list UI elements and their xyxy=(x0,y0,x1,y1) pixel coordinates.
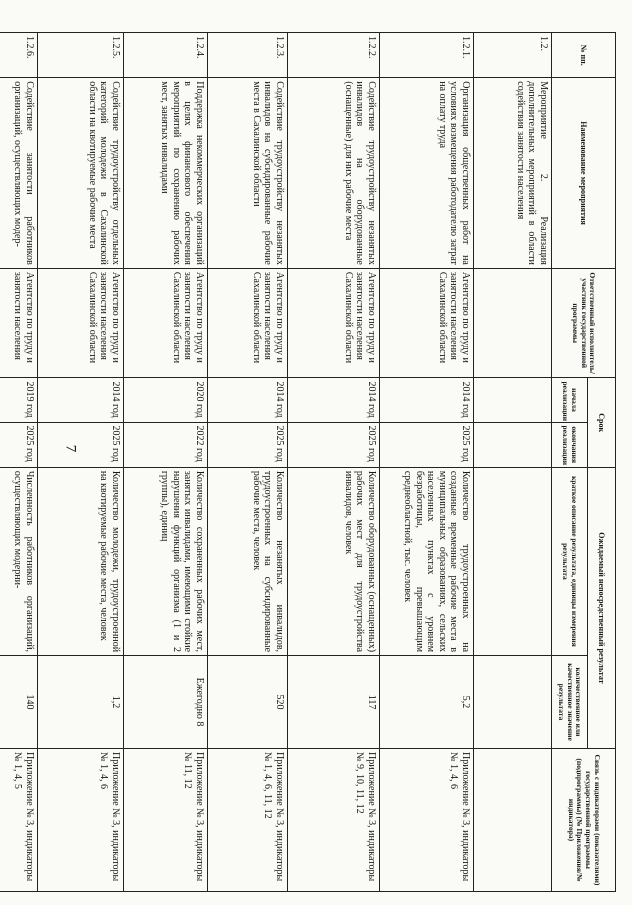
row-end: 2022 год xyxy=(124,422,208,467)
header-result-value: количественное или качественное значение результата xyxy=(552,656,588,749)
row-indicator-link: Приложение № 3, индикаторы № 9, 10, 11, 12 xyxy=(288,748,380,891)
row-start: 2014 год xyxy=(38,378,124,422)
row-end: 2025 год xyxy=(288,422,380,467)
row-result-value xyxy=(474,656,552,749)
row-result-desc xyxy=(474,467,552,655)
row-result-desc: Количество сохраненных рабочих мест, занятых инвалидами, имеющими стойкие нарушения функций организма (1 и 2 группы), единиц xyxy=(124,467,208,655)
row-num: 1.2.2. xyxy=(288,33,380,78)
row-indicator-link: Приложение № 3, индикаторы № 1, 4, 6 xyxy=(380,748,474,891)
row-num: 1.2.6. xyxy=(0,33,38,78)
row-start: 2014 год xyxy=(288,378,380,422)
row-num: 1.2.1. xyxy=(380,33,474,78)
row-result-value: 1,2 xyxy=(38,656,124,749)
row-end: 2025 год xyxy=(0,422,38,467)
header-link: Связь с индикаторами (показателями) государственной программы (подпрограммы) (№ Приложения/№ индикатора) xyxy=(552,748,616,891)
row-executor: Агентство по труду и занятости населения Сахалинской области xyxy=(124,268,208,378)
row-indicator-link xyxy=(474,748,552,891)
row-num: 1.2.3. xyxy=(208,33,288,78)
header-num: № пп. xyxy=(552,33,616,78)
row-result-value: 520 xyxy=(208,656,288,749)
row-measure-name: Мероприятие 2. Реализация дополнительных мероприятий в области содействия занятости населения xyxy=(474,78,552,269)
row-result-desc: Количество незанятых инвалидов, трудоустроенных на субсидированные рабочие места, человек xyxy=(208,467,288,655)
row-executor: Агентство по труду и занятости населения Сахалинской области xyxy=(380,268,474,378)
row-measure-name: Организация общественных работ на условиях возмещения работодателю затрат на оплату труда xyxy=(380,78,474,269)
row-result-desc: Количество молодежи, трудоустроенной на квотируемые рабочие места, человек xyxy=(38,467,124,655)
row-measure-name: Поддержка некоммерческих организаций в целях финансового обеспечения мероприятий по сохранению рабочих мест, занятых инвалидами xyxy=(124,78,208,269)
row-result-value: 117 xyxy=(288,656,380,749)
measures-table xyxy=(0,32,616,892)
row-executor: Агентство по труду и занятости населения xyxy=(0,268,38,378)
row-num: 1.2.4. xyxy=(124,33,208,78)
header-term-end: окончания реализации xyxy=(552,422,588,467)
page-number: 7 xyxy=(62,444,79,453)
row-executor: Агентство по труду и занятости населения Сахалинской области xyxy=(38,268,124,378)
row-num: 1.2. xyxy=(474,33,552,78)
row-executor: Агентство по труду и занятости населения Сахалинской области xyxy=(288,268,380,378)
row-end xyxy=(474,422,552,467)
row-start: 2019 год xyxy=(0,378,38,422)
header-result: Ожидаемый непосредственный результат xyxy=(588,467,616,748)
rotated-table-wrapper xyxy=(12,32,616,892)
row-result-value: Ежегодно 8 xyxy=(124,656,208,749)
row-measure-name: Содействие трудоустройству незанятых инвалидов на субсидированные рабочие места в Сахалинской области xyxy=(208,78,288,269)
header-executor: Ответственный исполнитель/участник государственной программы xyxy=(552,268,616,378)
row-indicator-link: Приложение № 3, индикаторы № 1, 4, 6 xyxy=(38,748,124,891)
row-num: 1.2.5. xyxy=(38,33,124,78)
row-result-value: 140 xyxy=(0,656,38,749)
row-start: 2014 год xyxy=(208,378,288,422)
row-measure-name: Содействие занятости работников организаций, осуществляющих модер- xyxy=(0,78,38,269)
header-result-desc: краткое описание результата, единицы измерения результата xyxy=(552,467,588,655)
table-row xyxy=(38,33,124,892)
row-end: 2025 год xyxy=(38,422,124,467)
header-name: Наименование мероприятия xyxy=(552,78,616,269)
row-end: 2025 год xyxy=(380,422,474,467)
table-row xyxy=(474,33,552,892)
row-end: 2025 год xyxy=(208,422,288,467)
row-measure-name: Содействие трудоустройству незанятых инвалидов на оборудованные (оснащенные) для них рабочие места xyxy=(288,78,380,269)
row-start xyxy=(474,378,552,422)
table-row xyxy=(124,33,208,892)
table-row xyxy=(288,33,380,892)
table-row xyxy=(380,33,474,892)
row-result-desc: Численность работников организаций, осуществляющих модерни- xyxy=(0,467,38,655)
row-result-desc: Количество оборудованных (оснащенных) рабочих мест для трудоустройства инвалидов, человек xyxy=(288,467,380,655)
row-indicator-link: Приложение № 3, индикаторы № 1, 4, 5 xyxy=(0,748,38,891)
row-indicator-link: Приложение № 3, индикаторы № 11, 12 xyxy=(124,748,208,891)
row-executor: Агентство по труду и занятости населения Сахалинской области xyxy=(208,268,288,378)
row-result-value: 5,2 xyxy=(380,656,474,749)
row-result-desc: Количество трудоустроенных на созданные временные рабочие места в муниципальных образованиях, сельских населенных пунктах с уровнем безработицы, превышающим среднеобластной, тыс. человек xyxy=(380,467,474,655)
row-start: 2020 год xyxy=(124,378,208,422)
row-executor xyxy=(474,268,552,378)
header-term: Срок xyxy=(588,378,616,467)
row-start: 2014 год xyxy=(380,378,474,422)
table-row xyxy=(208,33,288,892)
table-row xyxy=(0,33,38,892)
row-indicator-link: Приложение № 3, индикаторы № 1, 4, 6, 11, 12 xyxy=(208,748,288,891)
header-term-start: начала реализации xyxy=(552,378,588,422)
row-measure-name: Содействие трудоустройству отдельных категорий молодежи в Сахалинской области на квотируемые рабочие места xyxy=(38,78,124,269)
